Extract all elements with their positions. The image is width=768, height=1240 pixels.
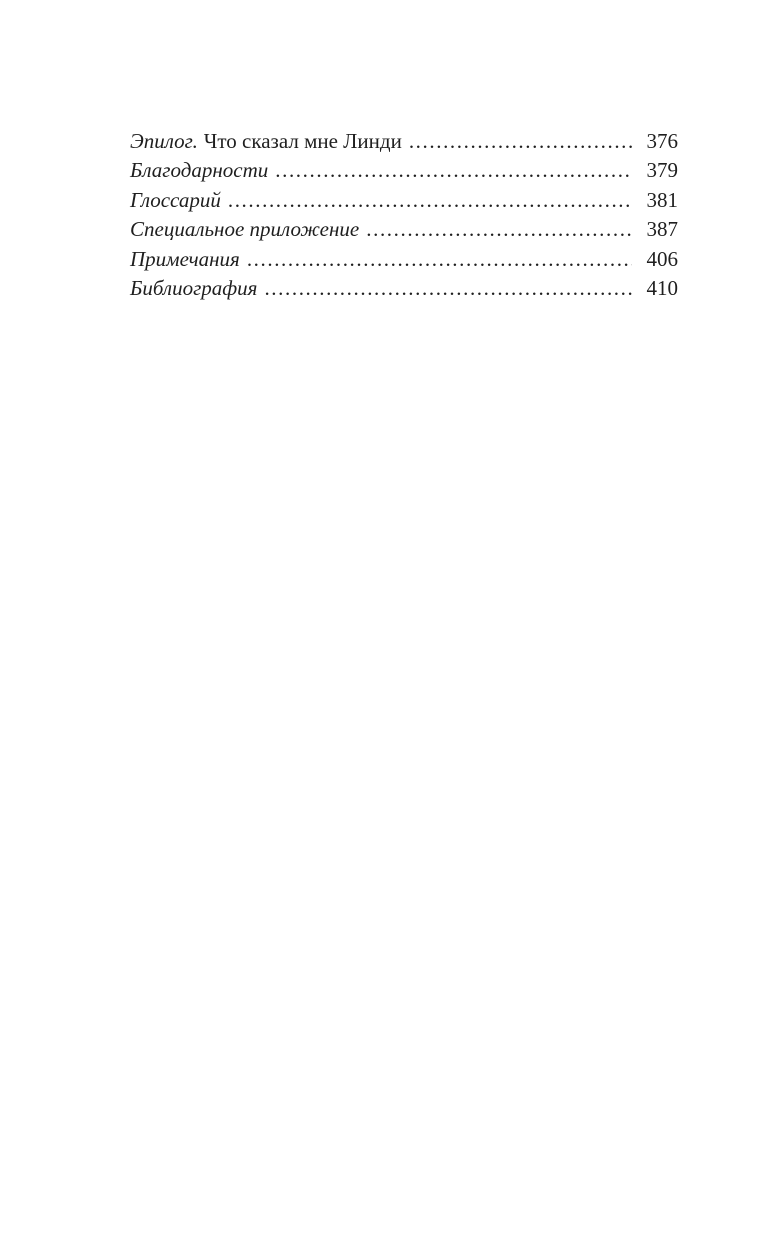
dot-leader	[366, 215, 632, 244]
dot-leader	[228, 186, 632, 215]
toc-entry-title-italic: Библиография	[130, 276, 258, 301]
dot-leader	[275, 156, 632, 185]
toc-entry-title-italic: Благодарности	[130, 158, 269, 183]
toc-entry-page-number: 381	[646, 187, 678, 212]
dot-leader	[409, 127, 632, 156]
toc-entry	[130, 127, 678, 156]
toc-entry	[130, 245, 678, 274]
toc-entry-page-number: 387	[646, 217, 678, 242]
table-of-contents	[130, 127, 678, 303]
toc-entry-title-italic: Примечания	[130, 246, 240, 271]
toc-entry-page-number: 410	[646, 276, 678, 301]
toc-entry-title-italic: Глоссарий	[130, 187, 221, 212]
toc-entry	[130, 156, 678, 185]
dot-leader	[264, 274, 632, 303]
toc-entry-page-number: 376	[646, 129, 678, 153]
toc-entry	[130, 186, 678, 215]
toc-entry-page-number: 406	[646, 246, 678, 271]
toc-entry-title-italic: Специальное приложение	[130, 217, 360, 242]
dot-leader	[247, 245, 632, 274]
toc-entry-title-italic: Эпилог.	[130, 129, 198, 153]
toc-entry	[130, 215, 678, 244]
toc-entry-page-number: 379	[646, 158, 678, 183]
toc-entry-title-regular: Что сказал мне Линди	[203, 129, 402, 153]
toc-entry	[130, 274, 678, 303]
